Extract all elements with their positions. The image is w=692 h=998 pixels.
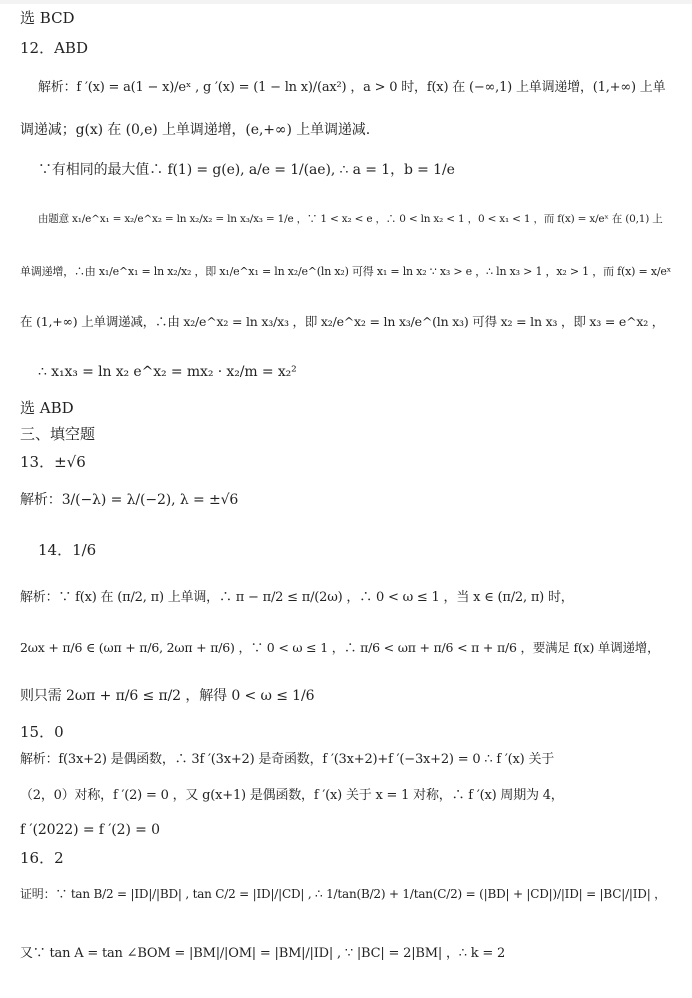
text-line: f ′(2022) = f ′(2) = 0 bbox=[20, 822, 160, 838]
text-line: ∴ x₁x₃ = ln x₂ e^x₂ = mx₂ · x₂/m = x₂² bbox=[38, 364, 297, 380]
text-line: （2，0）对称，f ′(2) = 0 ，又 g(x+1) 是偶函数，f ′(x) 关于 x = 1 对称，∴ f ′(x) 周期为 4， bbox=[20, 788, 564, 803]
text-line: 调递减；g(x) 在 (0,e) 上单调递增，(e,+∞) 上单调递减. bbox=[20, 122, 371, 138]
text-line: 单调递增，∴由 x₁/e^x₁ = ln x₂/x₂ ，即 x₁/e^x₁ = ln x₂/e^(ln x₂) 可得 x₁ = ln x₂ ∵ x₃ > e ，∴ ln x₃ > 1 ，x₂ > 1 ，而 f(x) = x/eˣ bbox=[20, 265, 672, 278]
text-line: 14．1/6 bbox=[38, 541, 97, 559]
text-line: 则只需 2ωπ + π/6 ≤ π/2 ，解得 0 < ω ≤ 1/6 bbox=[20, 688, 315, 704]
text-line: 解析：f(3x+2) 是偶函数，∴ 3f ′(3x+2) 是奇函数，f ′(3x+2)+f ′(−3x+2) = 0 ∴ f ′(x) 关于 bbox=[20, 752, 555, 767]
text-line: 解析：f ′(x) = a(1 − x)/eˣ , g ′(x) = (1 − ln x)/(ax²) ，a > 0 时，f(x) 在 (−∞,1) 上单调递增，(1,+∞) 上单 bbox=[38, 80, 666, 95]
section-heading: 三、填空题 bbox=[20, 425, 96, 443]
text-line: 在 (1,+∞) 上单调递减，∴由 x₂/e^x₂ = ln x₃/x₃ ，即 x₂/e^x₂ = ln x₃/e^(ln x₃) 可得 x₂ = ln x₃ ，即 x₃ = e^x₂ ， bbox=[20, 314, 665, 329]
text-line: 选 ABD bbox=[20, 399, 74, 417]
text-line: 13．±√6 bbox=[20, 453, 86, 471]
text-line: 2ωx + π/6 ∈ (ωπ + π/6, 2ωπ + π/6) ，∵ 0 < ω ≤ 1 ，∴ π/6 < ωπ + π/6 < π + π/6 ，要满足 f(x) 单调递增， bbox=[20, 640, 660, 655]
text-line: 选 BCD bbox=[20, 9, 75, 27]
text-line: 解析：∵ f(x) 在 (π/2, π) 上单调，∴ π − π/2 ≤ π/(2ω) ，∴ 0 < ω ≤ 1 ，当 x ∈ (π/2, π) 时， bbox=[20, 590, 574, 605]
text-line: 又∵ tan A = tan ∠BOM = |BM|/|OM| = |BM|/|ID| , ∵ |BC| = 2|BM| ，∴ k = 2 bbox=[20, 946, 506, 961]
text-line: 解析：3/(−λ) = λ/(−2), λ = ±√6 bbox=[20, 492, 239, 508]
text-line: 12．ABD bbox=[20, 39, 88, 57]
text-line: 16．2 bbox=[20, 849, 64, 867]
text-line: 由题意 x₁/e^x₁ = x₂/e^x₂ = ln x₂/x₂ = ln x₃/x₃ = 1/e ，∵ 1 < x₂ < e ，∴ 0 < ln x₂ < 1 ，0 < x₁ < 1 ，而 f(x) = x/eˣ 在 (0,1) 上 bbox=[38, 213, 663, 225]
text-line: 证明：∵ tan B/2 = |ID|/|BD| , tan C/2 = |ID|/|CD| , ∴ 1/tan(B/2) + 1/tan(C/2) = (|BD| + |CD|)/|ID| = |BC|/|ID| ， bbox=[20, 887, 666, 901]
text-line: ∵有相同的最大值∴ f(1) = g(e), a/e = 1/(ae), ∴ a = 1，b = 1/e bbox=[38, 162, 455, 178]
text-line: 15．0 bbox=[20, 723, 64, 741]
